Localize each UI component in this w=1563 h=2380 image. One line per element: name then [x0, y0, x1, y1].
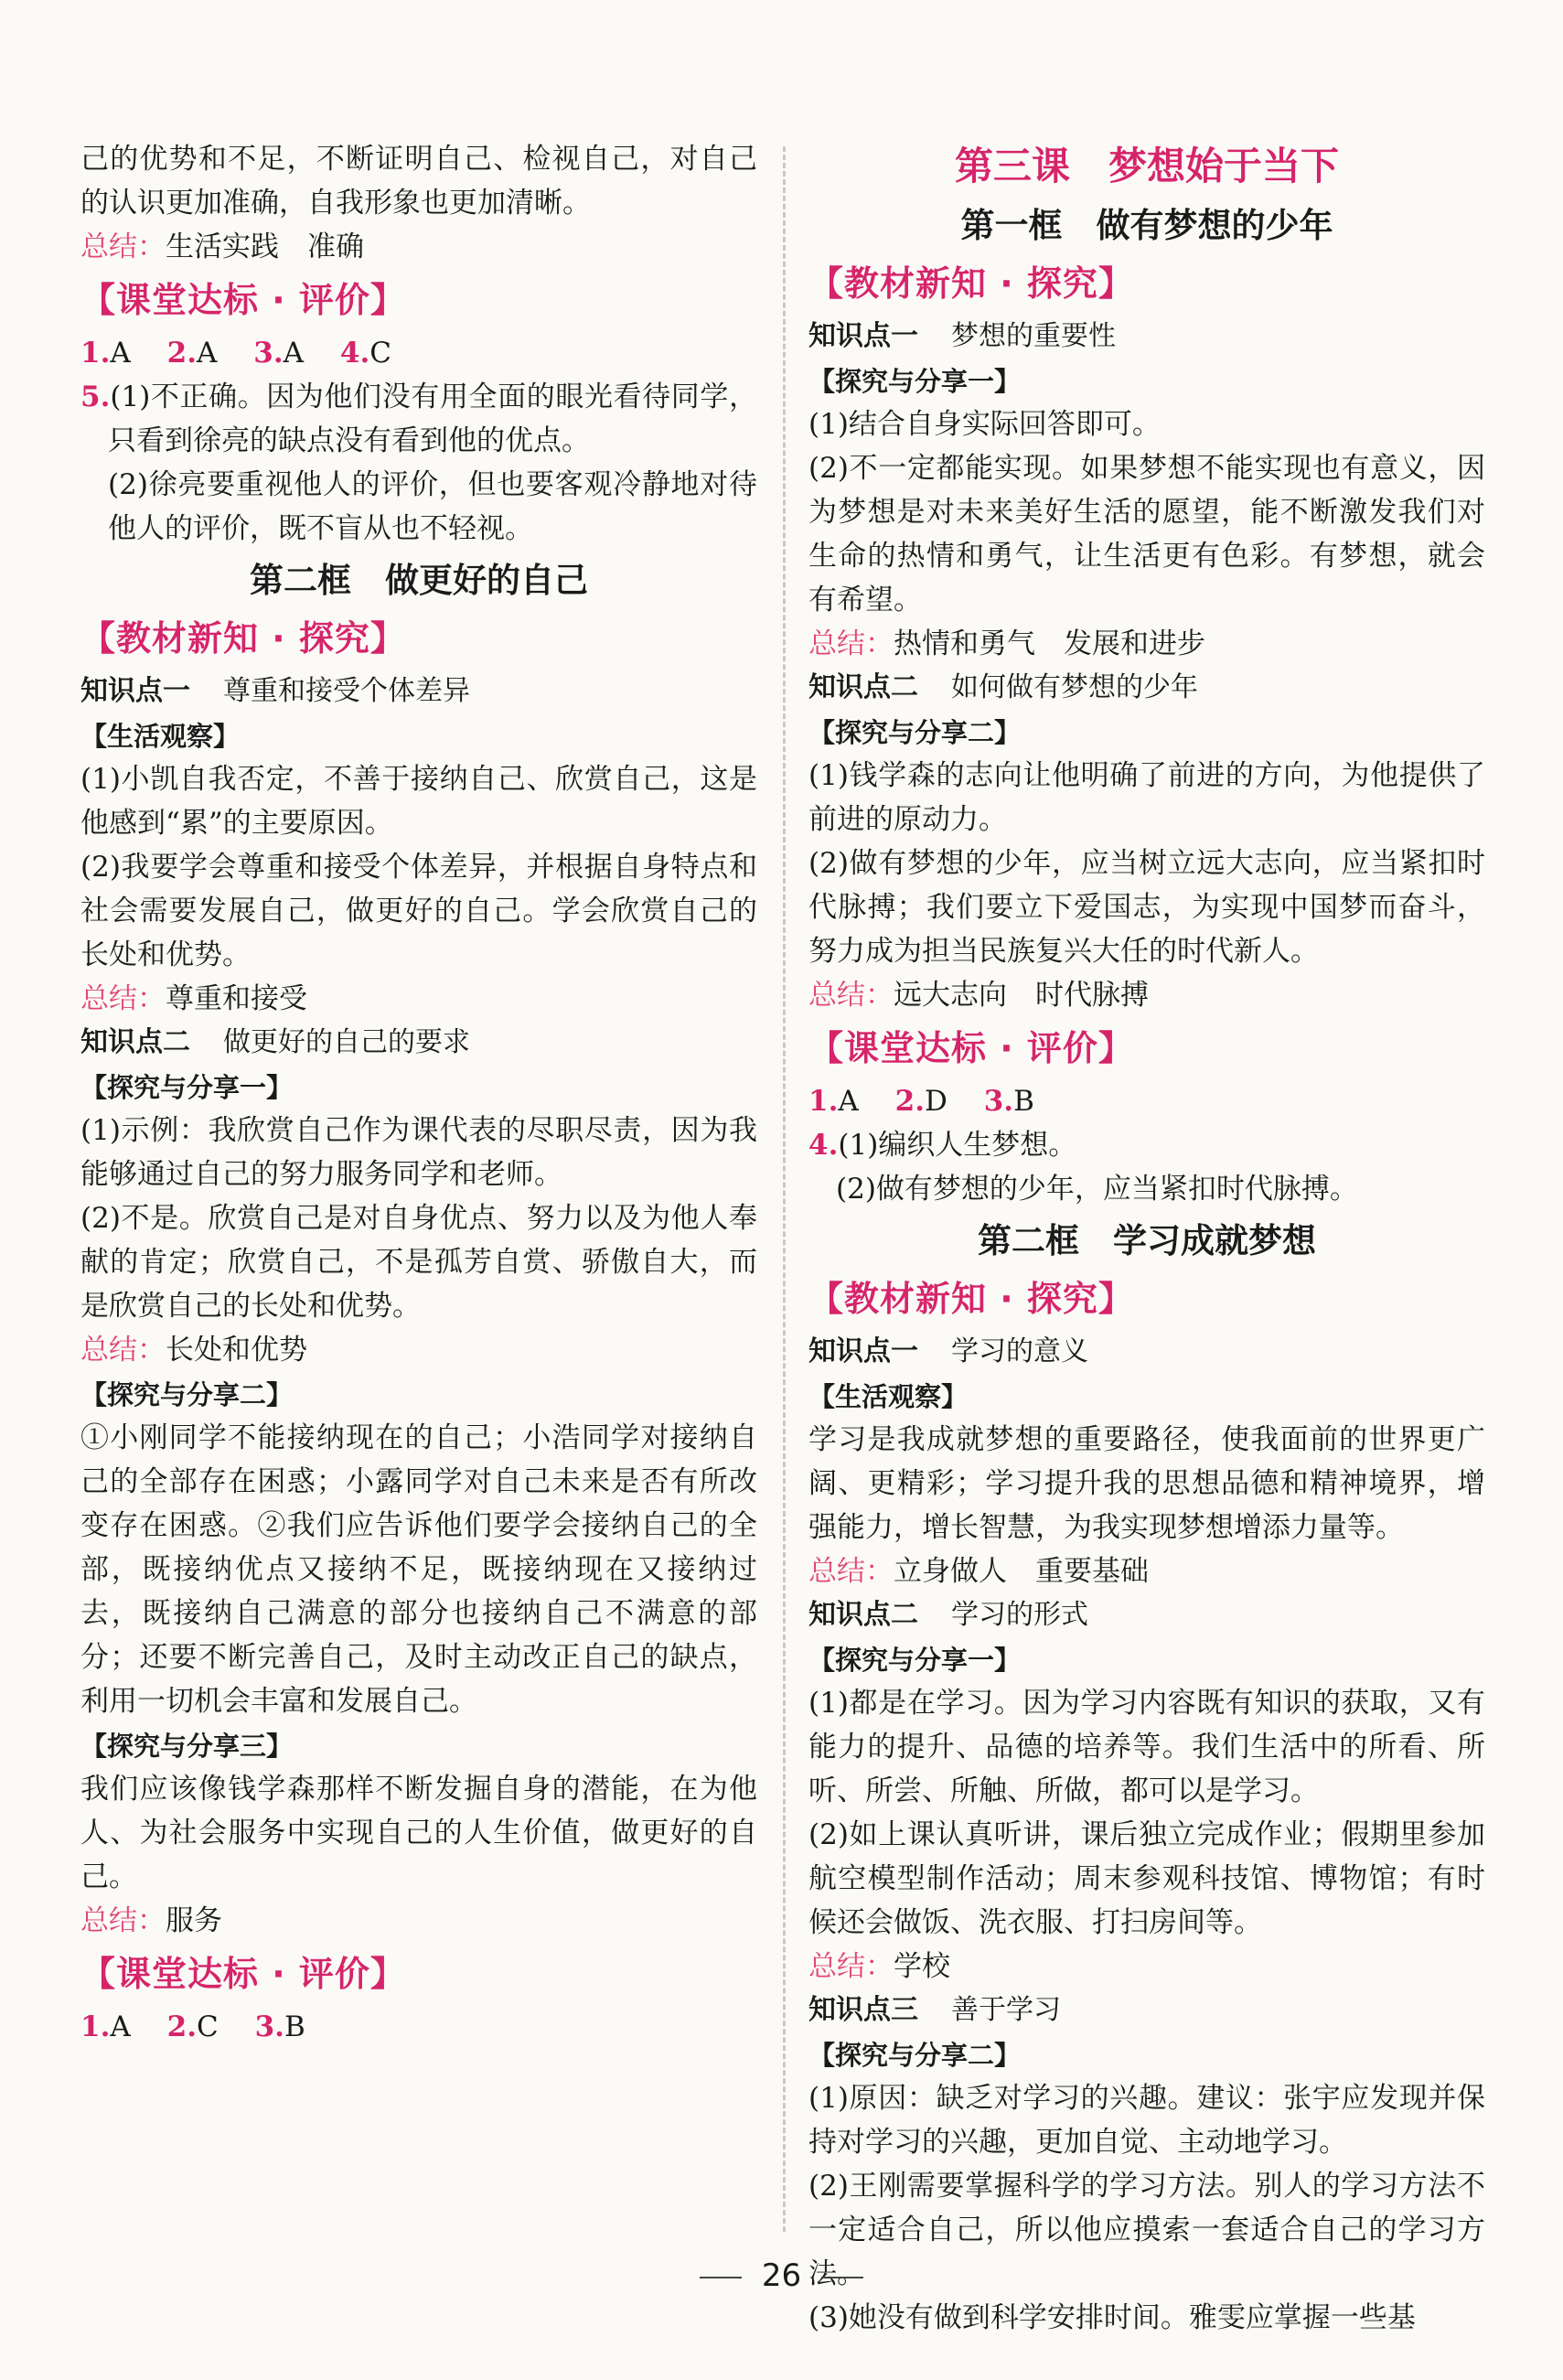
sub-heading: 【生活观察】	[80, 721, 241, 752]
paragraph: 我们应该像钱学森那样不断发掘自身的潜能，在为他人、为社会服务中实现自己的人生价值，做更好的自己。	[80, 1773, 757, 1893]
paragraph: ①小刚同学不能接纳现在的自己；小浩同学对接纳自己的全部存在困惑；小露同学对自己未来是否有所改变存在困惑。②我们应告诉他们要学会接纳自己的全部，既接纳优点又接纳不足，既接纳现在又接纳过去，既接纳自己满意的部分也接纳自己不满意的部分；还要不断完善自己，及时主动改正自己的缺点，利用一切机会丰富和发展自己。	[80, 1421, 757, 1718]
knowledge-point: 知识点一 学习的意义	[808, 1335, 1088, 1367]
summary: 总结：立身做人 重要基础	[808, 1555, 1149, 1588]
frame-title: 第一框 做有梦想的少年	[960, 206, 1333, 245]
frame-title: 第二框 做更好的自己	[250, 561, 588, 600]
paragraph: 学习是我成就梦想的重要路径，使我面前的世界更广阔、更精彩；学习提升我的思想品德和精神境界，增强能力，增长智慧，为我实现梦想增添力量等。	[808, 1423, 1485, 1544]
section-heading: 【课堂达标 · 评价】	[80, 1954, 406, 1994]
answer-row: 1.A 2.D 3.B	[808, 1085, 1034, 1118]
sub-heading: 【探究与分享二】	[808, 2040, 1022, 2071]
question-4: 4.(1)编织人生梦想。	[808, 1129, 1077, 1162]
summary: 总结：远大志向 时代脉搏	[808, 979, 1149, 1012]
section-heading: 【教材新知 · 探究】	[808, 263, 1134, 304]
question-5: 5.(1)不正确。因为他们没有用全面的眼光看待同学，只看到徐亮的缺点没有看到他的优点。	[80, 381, 757, 457]
sub-heading: 【探究与分享二】	[80, 1379, 294, 1410]
intro-text: 己的优势和不足，不断证明自己、检视自己，对自己的认识更加准确，自我形象也更加清晰。	[80, 143, 757, 220]
column-divider	[783, 146, 786, 2232]
knowledge-point: 知识点二 做更好的自己的要求	[80, 1026, 470, 1058]
knowledge-point: 知识点二 如何做有梦想的少年	[808, 671, 1198, 703]
sub-heading: 【探究与分享二】	[808, 717, 1022, 748]
page-number: 26	[0, 2257, 1563, 2294]
paragraph: (1)小凯自我否定，不善于接纳自己、欣赏自己，这是他感到“累”的主要原因。	[80, 763, 757, 840]
question-5-part2: (2)徐亮要重视他人的评价，但也要客观冷静地对待他人的评价，既不盲从也不轻视。	[108, 468, 757, 545]
knowledge-point: 知识点一 梦想的重要性	[808, 320, 1116, 352]
knowledge-point: 知识点三 善于学习	[808, 1994, 1061, 2026]
paragraph: (1)示例：我欣赏自己作为课代表的尽职尽责，因为我能够通过自己的努力服务同学和老师。	[80, 1114, 757, 1191]
paragraph: (1)钱学森的志向让他明确了前进的方向，为他提供了前进的原动力。	[808, 759, 1485, 836]
section-heading: 【课堂达标 · 评价】	[80, 280, 406, 320]
knowledge-point: 知识点一 尊重和接受个体差异	[80, 675, 470, 707]
summary: 总结：尊重和接受	[80, 982, 307, 1015]
left-column	[80, 137, 757, 2049]
sub-heading: 【探究与分享三】	[80, 1731, 294, 1762]
section-heading: 【教材新知 · 探究】	[808, 1279, 1134, 1319]
summary: 总结：学校	[808, 1950, 950, 1983]
summary: 总结：服务	[80, 1904, 222, 1937]
paragraph: (2)我要学会尊重和接受个体差异，并根据自身特点和社会需要发展自己，做更好的自己。学会欣赏自己的长处和优势。	[80, 851, 757, 971]
sub-heading: 【生活观察】	[808, 1381, 969, 1412]
paragraph: (1)原因：缺乏对学习的兴趣。建议：张宇应发现并保持对学习的兴趣，更加自觉、主动地学习。	[808, 2082, 1485, 2159]
paragraph: (3)她没有做到科学安排时间。雅雯应掌握一些基	[808, 2301, 1416, 2334]
lesson-title: 第三课 梦想始于当下	[954, 144, 1339, 188]
summary: 总结：生活实践 准确	[80, 230, 364, 263]
paragraph: (2)做有梦想的少年，应当树立远大志向，应当紧扣时代脉搏；我们要立下爱国志，为实现中国梦而奋斗，努力成为担当民族复兴大任的时代新人。	[808, 847, 1485, 968]
summary: 总结：长处和优势	[80, 1334, 307, 1367]
sub-heading: 【探究与分享一】	[808, 1645, 1022, 1676]
frame-title: 第二框 学习成就梦想	[978, 1221, 1316, 1260]
paragraph: (2)不一定都能实现。如果梦想不能实现也有意义，因为梦想是对未来美好生活的愿望，能不断激发我们对生命的热情和勇气，让生活更有色彩。有梦想，就会有希望。	[808, 452, 1485, 616]
paragraph: (1)结合自身实际回答即可。	[808, 408, 1161, 441]
summary: 总结：热情和勇气 发展和进步	[808, 627, 1205, 660]
knowledge-point: 知识点二 学习的形式	[808, 1599, 1088, 1631]
paragraph: (2)王刚需要掌握科学的学习方法。别人的学习方法不一定适合自己，所以他应摸索一套适合自己的学习方法。	[808, 2170, 1485, 2290]
right-column	[808, 137, 1485, 2340]
answer-row: 1.A 2.A 3.A 4.C	[80, 337, 391, 370]
paragraph: (2)如上课认真听讲，课后独立完成作业；假期里参加航空模型制作活动；周末参观科技馆、博物馆；有时候还会做饭、洗衣服、打扫房间等。	[808, 1818, 1485, 1939]
section-heading: 【课堂达标 · 评价】	[808, 1028, 1134, 1068]
question-4-part2: (2)做有梦想的少年，应当紧扣时代脉搏。	[836, 1173, 1358, 1206]
answer-row: 1.A 2.C 3.B	[80, 2010, 305, 2043]
paragraph: (1)都是在学习。因为学习内容既有知识的获取，又有能力的提升、品德的培养等。我们生活中的所看、所听、所尝、所触、所做，都可以是学习。	[808, 1687, 1485, 1807]
sub-heading: 【探究与分享一】	[808, 366, 1022, 397]
section-heading: 【教材新知 · 探究】	[80, 618, 406, 659]
sub-heading: 【探究与分享一】	[80, 1072, 294, 1103]
paragraph: (2)不是。欣赏自己是对自身优点、努力以及为他人奉献的肯定；欣赏自己，不是孤芳自赏、骄傲自大，而是欣赏自己的长处和优势。	[80, 1202, 757, 1323]
